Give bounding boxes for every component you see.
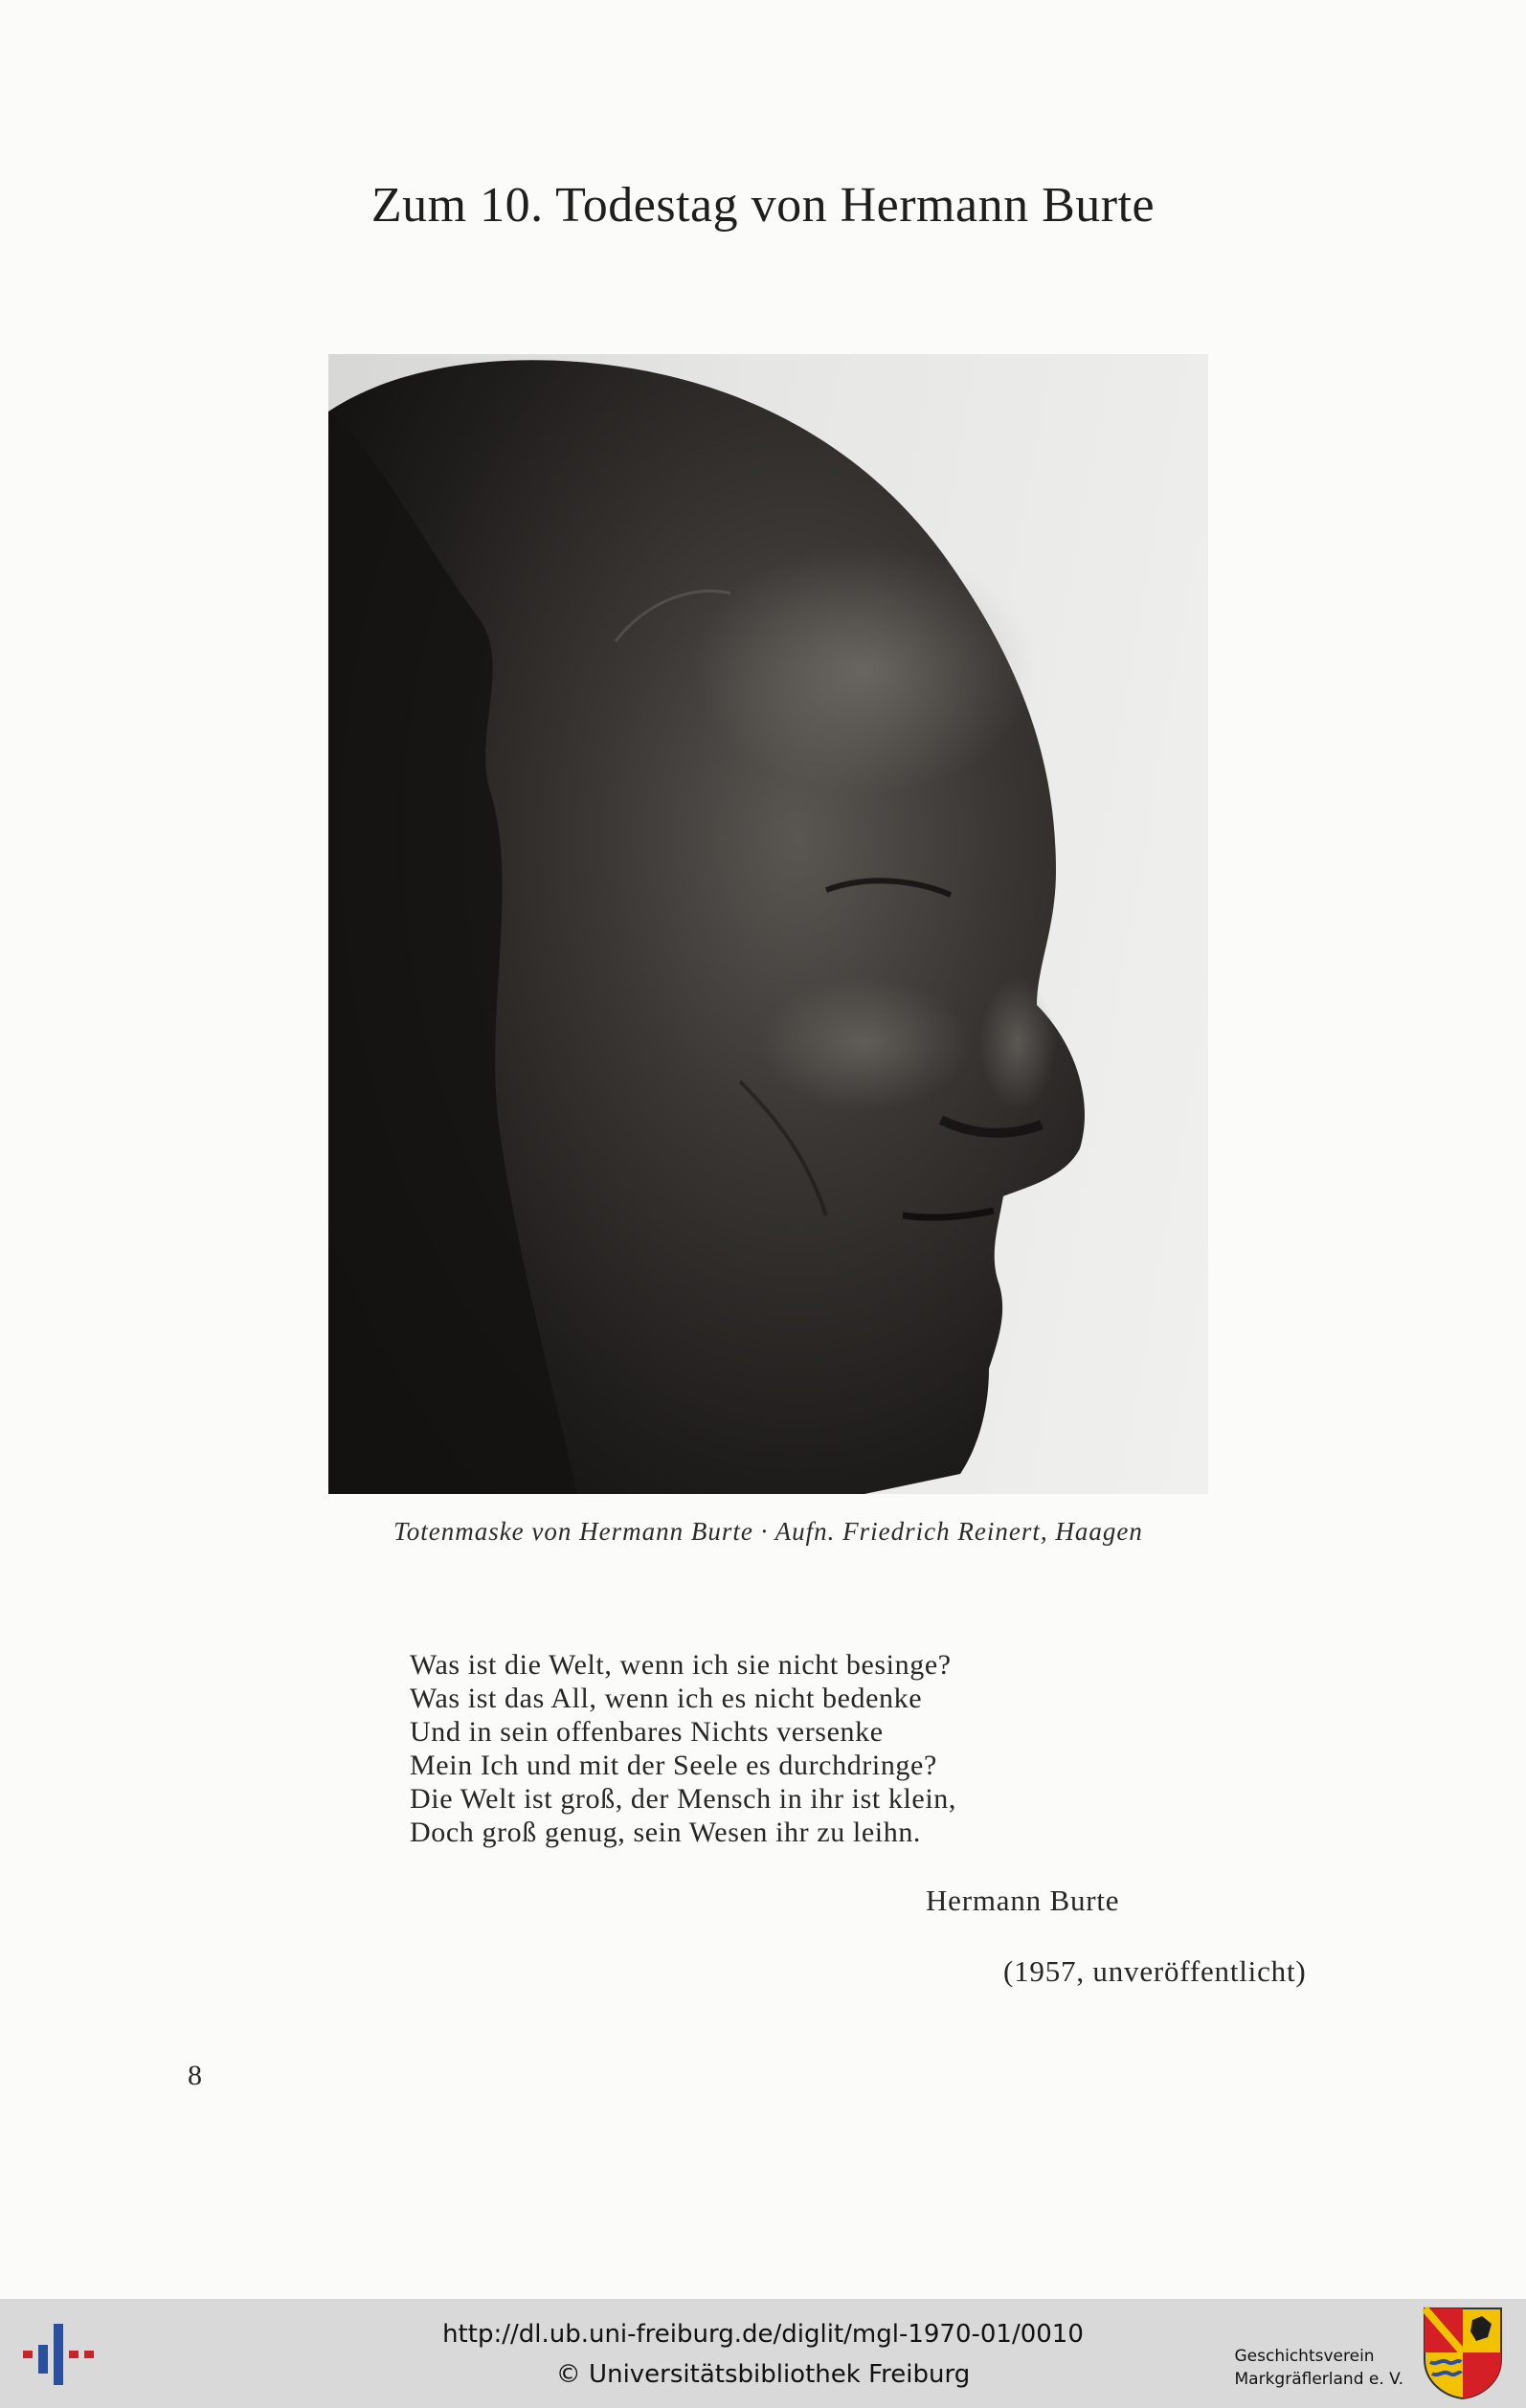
poem-line: Doch groß genug, sein Wesen ihr zu leihn.	[410, 1817, 922, 1848]
poem-line: Was ist die Welt, wenn ich sie nicht besinge?	[410, 1649, 952, 1681]
death-mask-photo	[328, 354, 1208, 1494]
footer-org-line2: Markgräflerland e. V.	[1234, 2370, 1403, 2389]
page-number: 8	[188, 2060, 202, 2091]
poem-author: Hermann Burte	[926, 1884, 1120, 1917]
footer-org-line1: Geschichtsverein	[1234, 2347, 1375, 2366]
poem-line: Mein Ich und mit der Seele es durchdringe?	[410, 1750, 937, 1781]
footer-copyright: © Universitätsbibliothek Freiburg	[555, 2360, 971, 2389]
footer-url-link[interactable]: http://dl.ub.uni-freiburg.de/diglit/mgl-1970-01/0010	[442, 2320, 1084, 2349]
photo-caption: Totenmaske von Hermann Burte · Aufn. Friedrich Reinert, Haagen	[393, 1517, 1143, 1546]
coat-of-arms-icon	[1423, 2307, 1503, 2400]
footer-bar	[0, 2299, 1526, 2408]
poem-line: Die Welt ist groß, der Mensch in ihr ist klein,	[410, 1783, 956, 1815]
poem	[410, 1648, 956, 1849]
poem-line: Was ist das All, wenn ich es nicht bedenke	[410, 1683, 923, 1714]
poem-note: (1957, unveröffentlicht)	[1003, 1954, 1307, 1988]
poem-line: Und in sein offenbares Nichts versenke	[410, 1716, 884, 1748]
page-title: Zum 10. Todestag von Hermann Burte	[370, 178, 1156, 233]
footer-organization	[1235, 2345, 1404, 2391]
